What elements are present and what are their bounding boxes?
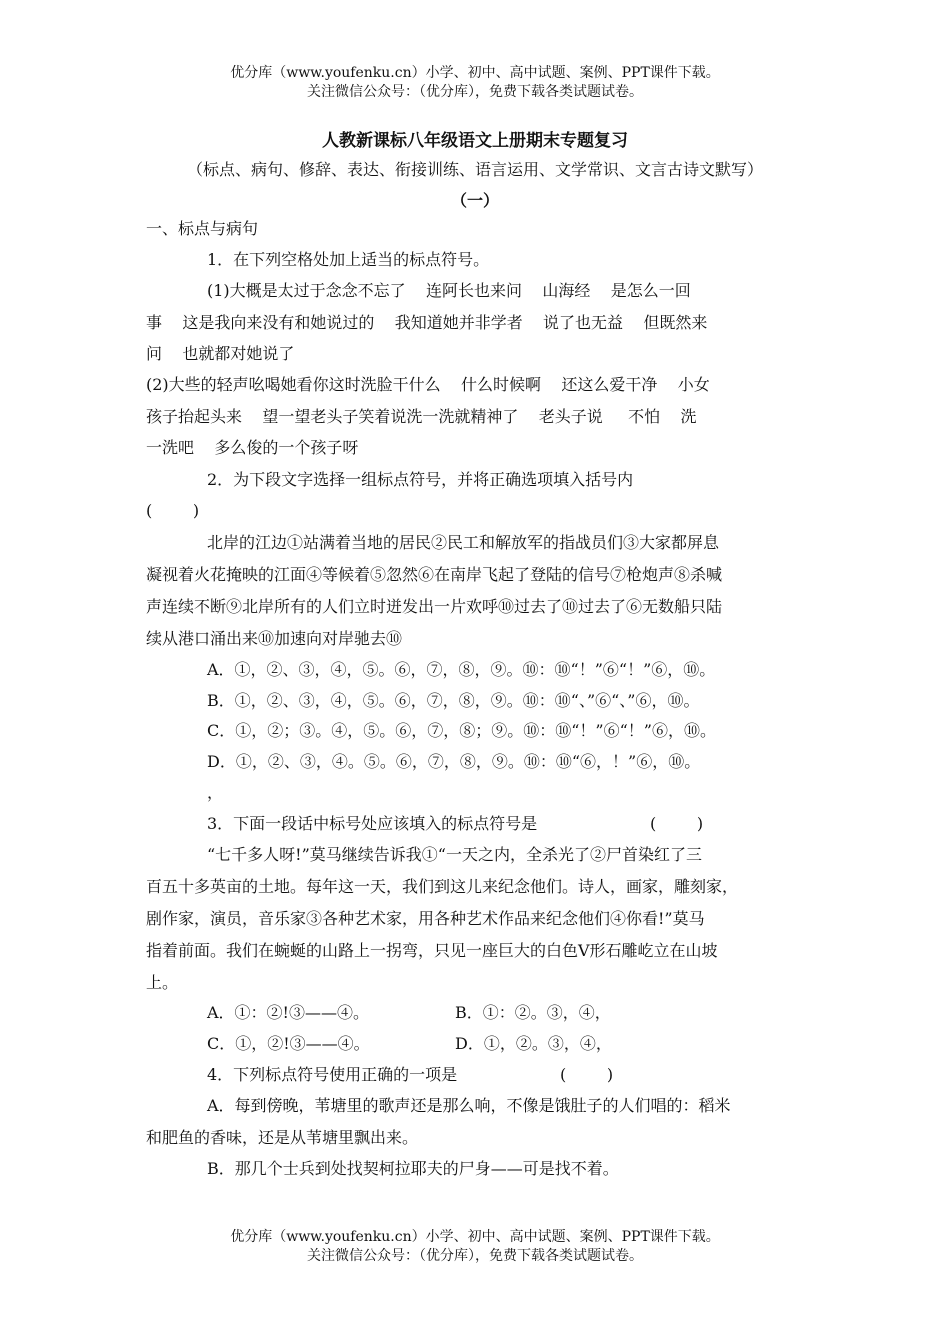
footer-line-2: 关注微信公众号：（优分库），免费下载各类试题试卷。 (307, 1248, 643, 1264)
q2-stray-mark: ， (207, 783, 224, 802)
q1-line: 孩子抬起头来 望一望老头子笑着说洗一洗就精神了 老头子说 不怕 洗 (146, 407, 697, 426)
q3-option-b: B．①：②。③，④， (455, 1003, 611, 1022)
q1-line: (2)大些的轻声吆喝她看你这时洗脸干什么 什么时候啊 还这么爱干净 小女 (146, 375, 710, 394)
q3-passage-line: “七千多人呀!”莫马继续告诉我①“一天之内，全杀光了②尸首染红了三 (207, 845, 702, 864)
page-footer (0, 1228, 950, 1266)
q3-option-d: D．①，②。③，④， (455, 1034, 612, 1053)
q4-option-b: B．那几个士兵到处找契柯拉耶夫的尸身——可是找不着。 (207, 1159, 619, 1178)
q3-prompt: 3．下面一段话中标号处应该填入的标点符号是 (207, 814, 538, 833)
header-line-1: 优分库（www.youfenku.cn）小学、初中、高中试题、案例、PPT课件下载。 (230, 65, 720, 81)
q4-prompt: 4．下列标点符号使用正确的一项是 (207, 1065, 458, 1084)
q3-option-a: A．①：②!③——④。 (207, 1003, 369, 1022)
q2-answer-blank: ( ) (146, 501, 200, 520)
q1-line: (1)大概是太过于念念不忘了 连阿长也来问 山海经 是怎么一回 (207, 281, 691, 300)
q1-prompt: 1．在下列空格处加上适当的标点符号。 (207, 250, 490, 269)
q3-answer-blank: ( ) (650, 814, 704, 833)
q3-passage-line: 上。 (146, 973, 179, 992)
q2-passage-line: 声连续不断⑨北岸所有的人们立时迸发出一片欢呼⑩过去了⑩过去了⑥无数船只陆 (146, 597, 723, 616)
q4-option-a: A．每到傍晚，苇塘里的歌声还是那么响，不像是饿肚子的人们唱的：稻米 (207, 1096, 731, 1115)
q2-option-c: C．①，②；③。④，⑤。⑥，⑦，⑧；⑨。⑩：⑩“！”⑥“！”⑥，⑩。 (207, 721, 716, 740)
header-line-2: 关注微信公众号：（优分库），免费下载各类试题试卷。 (307, 84, 643, 100)
document-title: 人教新课标八年级语文上册期末专题复习 (322, 131, 628, 151)
q2-option-a: A．①，②、③，④，⑤。⑥，⑦，⑧，⑨。⑩：⑩“！”⑥“！”⑥，⑩。 (207, 660, 716, 679)
page-header (0, 64, 950, 102)
footer-line-1: 优分库（www.youfenku.cn）小学、初中、高中试题、案例、PPT课件下载。 (230, 1229, 720, 1245)
section-heading: 一、标点与病句 (146, 219, 259, 238)
q4-answer-blank: ( ) (560, 1065, 614, 1084)
q2-prompt: 2．为下段文字选择一组标点符号，并将正确选项填入括号内 (207, 470, 634, 489)
document-subtitle: （标点、病句、修辞、表达、衔接训练、语言运用、文学常识、文言古诗文默写） (186, 160, 763, 179)
q3-option-c: C．①，②!③——④。 (207, 1034, 370, 1053)
q2-passage-line: 凝视着火花掩映的江面④等候着⑤忽然⑥在南岸飞起了登陆的信号⑦枪炮声⑧杀喊 (146, 565, 723, 584)
q4-option-a-cont: 和肥鱼的香味，还是从苇塘里飘出来。 (146, 1128, 419, 1147)
q1-line: 问 也就都对她说了 (146, 344, 295, 363)
q3-passage-line: 剧作家，演员，音乐家③各种艺术家，用各种艺术作品来纪念他们④你看!”莫马 (146, 909, 705, 928)
document-part: （一） (450, 191, 499, 210)
q3-passage-line: 指着前面。我们在蜿蜒的山路上一拐弯，只见一座巨大的白色V形石雕屹立在山坡 (146, 941, 718, 960)
q3-passage-line: 百五十多英亩的土地。每年这一天，我们到这儿来纪念他们。诗人，画家，雕刻家， (146, 877, 739, 896)
q1-line: 事 这是我向来没有和她说过的 我知道她并非学者 说了也无益 但既然来 (146, 313, 708, 332)
q2-passage-line: 北岸的江边①站满着当地的居民②民工和解放军的指战员们③大家都屏息 (207, 533, 720, 552)
q2-passage-line: 续从港口涌出来⑩加速向对岸驰去⑩ (146, 629, 403, 648)
q1-line: 一洗吧 多么俊的一个孩子呀 (146, 438, 359, 457)
q2-option-b: B．①，②、③，④，⑤。⑥，⑦，⑧，⑨。⑩：⑩“、”⑥“、”⑥，⑩。 (207, 691, 700, 710)
q2-option-d: D．①，②、③，④。⑤。⑥，⑦，⑧，⑨。⑩：⑩“⑥，！”⑥，⑩。 (207, 752, 701, 771)
